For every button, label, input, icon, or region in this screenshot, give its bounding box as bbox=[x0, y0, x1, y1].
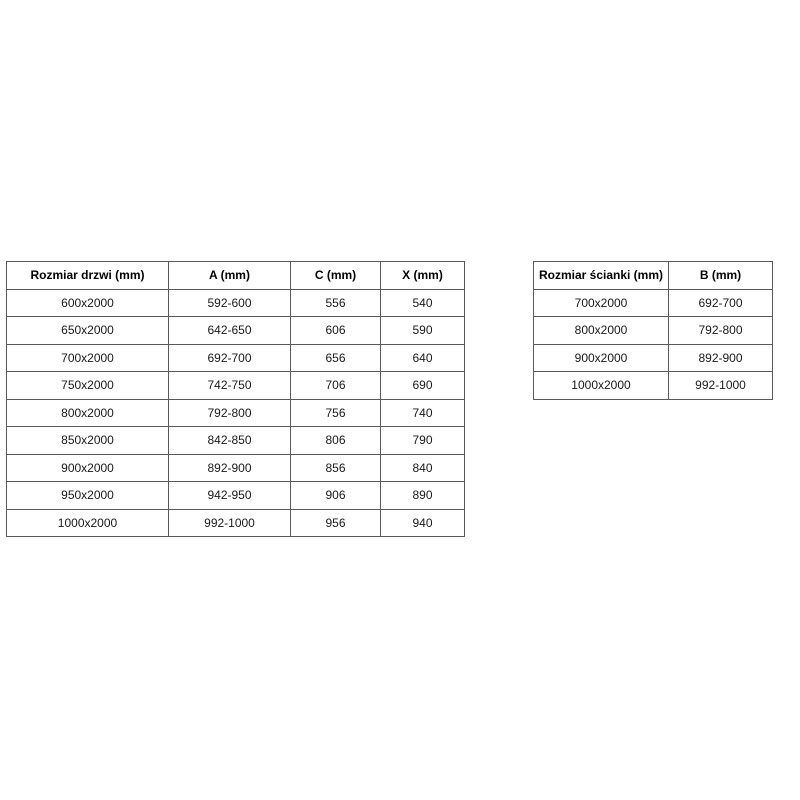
table-cell: 806 bbox=[291, 427, 381, 455]
column-header: B (mm) bbox=[669, 262, 773, 290]
table-row bbox=[534, 344, 773, 372]
table-row bbox=[7, 372, 465, 400]
table-cell: 842-850 bbox=[169, 427, 291, 455]
door-table-header-row bbox=[7, 262, 465, 290]
table-cell: 992-1000 bbox=[669, 372, 773, 400]
table-cell: 1000x2000 bbox=[7, 509, 169, 537]
table-row bbox=[7, 317, 465, 345]
table-cell: 792-800 bbox=[669, 317, 773, 345]
table-cell: 740 bbox=[381, 399, 465, 427]
wall-table-header-row bbox=[534, 262, 773, 290]
table-cell: 590 bbox=[381, 317, 465, 345]
table-cell: 790 bbox=[381, 427, 465, 455]
table-cell: 700x2000 bbox=[534, 289, 669, 317]
table-cell: 900x2000 bbox=[7, 454, 169, 482]
table-row bbox=[7, 399, 465, 427]
table-row bbox=[7, 509, 465, 537]
table-cell: 700x2000 bbox=[7, 344, 169, 372]
table-row bbox=[534, 372, 773, 400]
door-table-body bbox=[7, 289, 465, 537]
table-cell: 592-600 bbox=[169, 289, 291, 317]
column-header: C (mm) bbox=[291, 262, 381, 290]
table-row bbox=[7, 289, 465, 317]
table-cell: 690 bbox=[381, 372, 465, 400]
table-cell: 606 bbox=[291, 317, 381, 345]
table-cell: 656 bbox=[291, 344, 381, 372]
table-cell: 800x2000 bbox=[7, 399, 169, 427]
table-cell: 1000x2000 bbox=[534, 372, 669, 400]
table-row bbox=[7, 482, 465, 510]
table-cell: 940 bbox=[381, 509, 465, 537]
table-cell: 792-800 bbox=[169, 399, 291, 427]
wall-table-body bbox=[534, 289, 773, 399]
table-cell: 600x2000 bbox=[7, 289, 169, 317]
table-row bbox=[7, 454, 465, 482]
table-cell: 692-700 bbox=[169, 344, 291, 372]
table-row bbox=[7, 427, 465, 455]
table-cell: 650x2000 bbox=[7, 317, 169, 345]
table-cell: 756 bbox=[291, 399, 381, 427]
table-cell: 642-650 bbox=[169, 317, 291, 345]
table-cell: 692-700 bbox=[669, 289, 773, 317]
table-cell: 840 bbox=[381, 454, 465, 482]
column-header: X (mm) bbox=[381, 262, 465, 290]
table-row bbox=[7, 344, 465, 372]
table-cell: 750x2000 bbox=[7, 372, 169, 400]
table-cell: 942-950 bbox=[169, 482, 291, 510]
column-header: Rozmiar ścianki (mm) bbox=[534, 262, 669, 290]
table-cell: 800x2000 bbox=[534, 317, 669, 345]
table-cell: 992-1000 bbox=[169, 509, 291, 537]
table-cell: 956 bbox=[291, 509, 381, 537]
column-header: Rozmiar drzwi (mm) bbox=[7, 262, 169, 290]
table-cell: 892-900 bbox=[169, 454, 291, 482]
table-cell: 856 bbox=[291, 454, 381, 482]
table-cell: 890 bbox=[381, 482, 465, 510]
table-cell: 540 bbox=[381, 289, 465, 317]
table-row bbox=[534, 289, 773, 317]
table-cell: 950x2000 bbox=[7, 482, 169, 510]
wall-sizes-table bbox=[533, 261, 773, 400]
door-sizes-table bbox=[6, 261, 465, 537]
table-cell: 900x2000 bbox=[534, 344, 669, 372]
table-cell: 892-900 bbox=[669, 344, 773, 372]
table-row bbox=[534, 317, 773, 345]
table-cell: 706 bbox=[291, 372, 381, 400]
table-cell: 556 bbox=[291, 289, 381, 317]
table-cell: 850x2000 bbox=[7, 427, 169, 455]
table-cell: 640 bbox=[381, 344, 465, 372]
table-cell: 742-750 bbox=[169, 372, 291, 400]
table-cell: 906 bbox=[291, 482, 381, 510]
column-header: A (mm) bbox=[169, 262, 291, 290]
